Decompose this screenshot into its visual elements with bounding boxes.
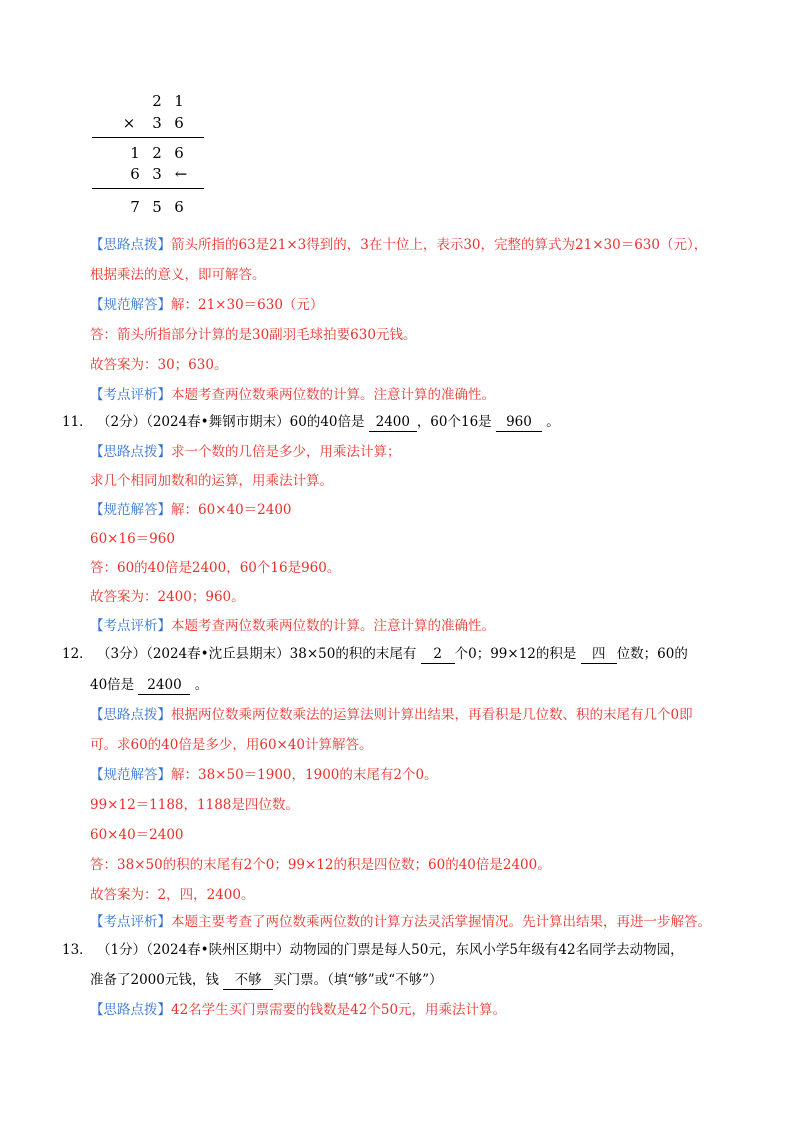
answer-blank: 2 [421,645,455,664]
solution-line [90,558,340,578]
solution-text: 解：38×50＝1900，1900的末尾有2个0。 [171,767,438,783]
answer-blank: 四 [581,645,617,664]
calc-digit: 6 [174,114,184,132]
review-line [90,385,495,405]
answer-blank: 2400 [138,676,190,695]
calc-row-partial-2 [90,165,202,187]
answer-blank: 不够 [223,971,273,990]
solution-line [90,855,551,875]
question-text: 买门票。（填“够”或“不够”） [273,972,443,988]
calc-digit: 3 [152,165,162,183]
calc-rule [92,188,204,189]
question-13 [62,940,684,960]
answer-blank: 960 [496,413,542,432]
question-11 [62,412,560,432]
solution-text: 99×12＝1188，1188是四位数。 [90,797,299,813]
hint-text: 可。求60的40倍是多少，用60×40计算解答。 [90,737,373,753]
tag-hint: 【思路点拨】 [90,237,171,253]
tag-solution: 【规范解答】 [90,502,171,518]
solution-line [90,529,175,549]
question-text: ，60个16是 [416,414,492,430]
calc-digit: 6 [130,165,140,183]
solution-line [90,765,438,785]
solution-line [90,325,416,345]
question-text: 个0；99×12的积是 [454,646,577,662]
hint-line [90,735,373,755]
tag-hint: 【思路点拨】 [90,1002,171,1018]
question-text: 。 [546,414,560,430]
question-text: 动物园的门票是每人50元，东风小学5年级有42名同学去动物园， [289,942,684,958]
question-text: 。 [194,677,209,693]
hint-line [90,705,693,725]
question-score: （3分） [96,646,147,662]
calc-digit: 7 [130,198,140,216]
question-score: （1分） [96,942,147,958]
question-source: （2024春•舞钢市期末） [146,414,290,430]
tag-review: 【考点评析】 [90,914,171,930]
solution-line [90,587,245,607]
tag-solution: 【规范解答】 [90,767,171,783]
calc-digit: 1 [130,144,140,162]
question-12-continued [90,675,208,695]
solution-text: 故答案为：2，四，2400。 [90,887,255,903]
question-text: 位数；60的 [616,646,688,662]
calc-row-partial-1 [90,144,202,166]
solution-text: 故答案为：2400；960。 [90,589,245,605]
solution-text: 60×40＝2400 [90,827,184,843]
calc-operator: × [122,114,136,132]
tag-hint: 【思路点拨】 [90,707,171,723]
solution-line [90,825,184,845]
question-number: 13． [62,942,93,958]
solution-text: 解：60×40＝2400 [171,502,292,518]
calc-digit: 2 [152,144,162,162]
question-number: 11． [62,414,93,430]
question-text: 38×50的积的末尾有 [289,646,417,662]
question-text: 40倍是 [90,677,135,693]
calc-digit: 6 [174,198,184,216]
calc-row-multiplier [90,114,202,136]
answer-blank: 2400 [369,413,417,432]
review-text: 本题考查两位数乘两位数的计算。注意计算的准确性。 [171,387,495,403]
hint-line [90,235,707,255]
calc-digit: 3 [152,114,162,132]
solution-text: 60×16＝960 [90,531,175,547]
tag-review: 【考点评析】 [90,387,171,403]
hint-line [90,265,266,285]
review-line [90,616,495,636]
question-12 [62,644,688,664]
arrow-left-icon: ← [174,165,188,183]
review-text: 本题主要考查了两位数乘两位数的计算方法灵活掌握情况。先计算出结果，再进一步解答。 [171,914,711,930]
question-source: （2024春•陕州区期中） [146,942,290,958]
question-13-continued [90,970,443,990]
hint-text: 根据两位数乘两位数乘法的运算法则计算出结果，再看积是几位数、积的末尾有几个0即 [171,707,693,723]
hint-text: 箭头所指的63是21×3得到的，3在十位上，表示30，完整的算式为21×30＝630（元）， [171,237,708,253]
calc-digit: 2 [152,92,162,110]
calc-row-multiplicand [90,92,202,114]
hint-line [90,1000,506,1020]
solution-line [90,295,323,315]
solution-text: 答：箭头所指部分计算的是30副羽毛球拍要630元钱。 [90,327,417,343]
calc-digit: 1 [174,92,184,110]
tag-hint: 【思路点拨】 [90,444,171,460]
question-number: 12． [62,646,93,662]
hint-line [90,471,333,491]
question-score: （2分） [96,414,147,430]
question-text: 60的40倍是 [289,414,365,430]
solution-text: 故答案为：30；630。 [90,357,228,373]
solution-line [90,355,227,375]
solution-text: 解：21×30＝630（元） [171,297,324,313]
review-text: 本题考查两位数乘两位数的计算。注意计算的准确性。 [171,618,495,634]
solution-text: 答：60的40倍是2400，60个16是960。 [90,560,341,576]
hint-text: 42名学生买门票需要的钱数是42个50元，用乘法计算。 [171,1002,507,1018]
hint-text: 根据乘法的意义，即可解答。 [90,267,266,283]
solution-line [90,885,254,905]
hint-text: 求几个相同加数和的运算，用乘法计算。 [90,473,333,489]
hint-line [90,442,401,462]
calc-rule [92,137,204,138]
solution-line [90,795,299,815]
review-line [90,912,711,932]
question-text: 准备了2000元钱，钱 [90,972,219,988]
calc-digit: 5 [152,198,162,216]
calc-row-product [90,198,202,220]
calc-digit: 6 [174,144,184,162]
question-source: （2024春•沈丘县期末） [146,646,290,662]
hint-text: 求一个数的几倍是多少，用乘法计算； [171,444,401,460]
solution-text: 答：38×50的积的末尾有2个0；99×12的积是四位数；60的40倍是2400。 [90,857,551,873]
solution-line [90,500,292,520]
tag-solution: 【规范解答】 [90,297,171,313]
tag-review: 【考点评析】 [90,618,171,634]
